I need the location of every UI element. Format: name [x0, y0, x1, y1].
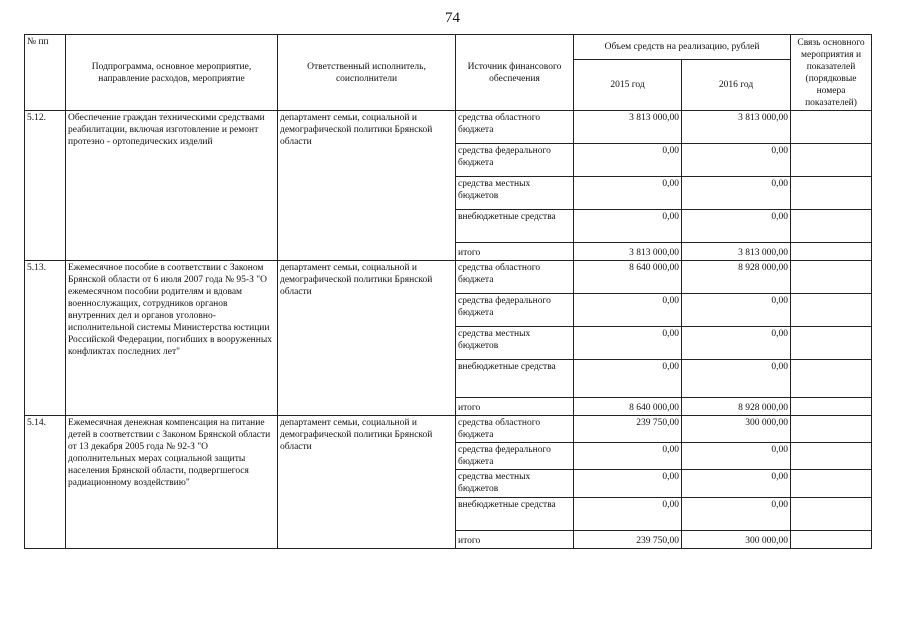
amount-2015: 0,00 [574, 470, 682, 498]
responsible-executor: департамент семьи, социальной и демографической политики Брянской области [278, 111, 456, 261]
header-2015: 2015 год [574, 60, 682, 111]
amount-2015: 8 640 000,00 [574, 398, 682, 416]
funding-source: итого [456, 531, 574, 549]
program-description: Обеспечение граждан техническими средствами реабилитации, включая изготовление и ремонт протезно - ортопедических изделий [66, 111, 278, 261]
funding-source: средства местных бюджетов [456, 470, 574, 498]
program-description: Ежемесячное пособие в соответствии с Законом Брянской области от 6 июля 2007 года № 95-З "О ежемесячном пособии родителям и вдовам военнослужащих, сотрудников органов внутренних дел и органов уголовно-исполнительной системы Министерства юстиции Российской Федерации, погибших в вооруженных конфликтах последних лет" [66, 261, 278, 416]
funding-source: средства федерального бюджета [456, 294, 574, 327]
amount-2016: 3 813 000,00 [682, 111, 791, 144]
indicator-link [791, 294, 872, 327]
amount-2015: 0,00 [574, 210, 682, 243]
table-row [25, 416, 872, 443]
amount-2016: 300 000,00 [682, 416, 791, 443]
funding-source: средства местных бюджетов [456, 177, 574, 210]
amount-2015: 3 813 000,00 [574, 243, 682, 261]
funding-source: средства областного бюджета [456, 416, 574, 443]
indicator-link [791, 498, 872, 531]
amount-2015: 239 750,00 [574, 416, 682, 443]
indicator-link [791, 327, 872, 360]
indicator-link [791, 210, 872, 243]
indicator-link [791, 111, 872, 144]
header-source: Источник финансового обеспечения [456, 35, 574, 111]
indicator-link [791, 144, 872, 177]
funding-source: средства областного бюджета [456, 261, 574, 294]
section-number: 5.13. [25, 261, 66, 416]
funding-source: средства местных бюджетов [456, 327, 574, 360]
page-number: 74 [445, 10, 460, 26]
amount-2016: 0,00 [682, 144, 791, 177]
indicator-link [791, 261, 872, 294]
amount-2015: 0,00 [574, 177, 682, 210]
amount-2016: 8 928 000,00 [682, 398, 791, 416]
header-link: Связь основного мероприятия и показателей (порядковые номера показателей) [791, 35, 872, 111]
indicator-link [791, 177, 872, 210]
program-description: Ежемесячная денежная компенсация на питание детей в соответствии с Законом Брянской области от 13 декабря 2005 года № 92-З "О дополнительных мерах социальной защиты населения Брянской области, подвергшегося радиационному воздействию" [66, 416, 278, 549]
amount-2015: 0,00 [574, 294, 682, 327]
header-num: № пп [25, 35, 66, 111]
indicator-link [791, 360, 872, 398]
amount-2015: 0,00 [574, 360, 682, 398]
table-row [25, 261, 872, 294]
funding-source: внебюджетные средства [456, 360, 574, 398]
section-number: 5.12. [25, 111, 66, 261]
funding-source: внебюджетные средства [456, 210, 574, 243]
funding-source: средства федерального бюджета [456, 443, 574, 470]
responsible-executor: департамент семьи, социальной и демографической политики Брянской области [278, 416, 456, 549]
amount-2016: 0,00 [682, 210, 791, 243]
funding-source: средства областного бюджета [456, 111, 574, 144]
amount-2016: 0,00 [682, 498, 791, 531]
indicator-link [791, 398, 872, 416]
table-row [25, 111, 872, 144]
amount-2016: 0,00 [682, 443, 791, 470]
amount-2016: 8 928 000,00 [682, 261, 791, 294]
amount-2015: 8 640 000,00 [574, 261, 682, 294]
amount-2016: 3 813 000,00 [682, 243, 791, 261]
indicator-link [791, 243, 872, 261]
budget-table [24, 34, 872, 549]
amount-2015: 0,00 [574, 327, 682, 360]
funding-source: внебюджетные средства [456, 498, 574, 531]
funding-source: средства федерального бюджета [456, 144, 574, 177]
indicator-link [791, 531, 872, 549]
amount-2016: 0,00 [682, 294, 791, 327]
amount-2015: 239 750,00 [574, 531, 682, 549]
amount-2016: 0,00 [682, 470, 791, 498]
header-responsible: Ответственный исполнитель, соисполнители [278, 35, 456, 111]
amount-2016: 0,00 [682, 177, 791, 210]
header-volume: Объем средств на реализацию, рублей [574, 35, 791, 60]
indicator-link [791, 443, 872, 470]
header-2016: 2016 год [682, 60, 791, 111]
amount-2016: 300 000,00 [682, 531, 791, 549]
funding-source: итого [456, 398, 574, 416]
amount-2016: 0,00 [682, 327, 791, 360]
amount-2016: 0,00 [682, 360, 791, 398]
amount-2015: 0,00 [574, 144, 682, 177]
header-program: Подпрограмма, основное мероприятие, направление расходов, мероприятие [66, 35, 278, 111]
amount-2015: 3 813 000,00 [574, 111, 682, 144]
indicator-link [791, 416, 872, 443]
funding-source: итого [456, 243, 574, 261]
indicator-link [791, 470, 872, 498]
responsible-executor: департамент семьи, социальной и демографической политики Брянской области [278, 261, 456, 416]
amount-2015: 0,00 [574, 498, 682, 531]
amount-2015: 0,00 [574, 443, 682, 470]
section-number: 5.14. [25, 416, 66, 549]
